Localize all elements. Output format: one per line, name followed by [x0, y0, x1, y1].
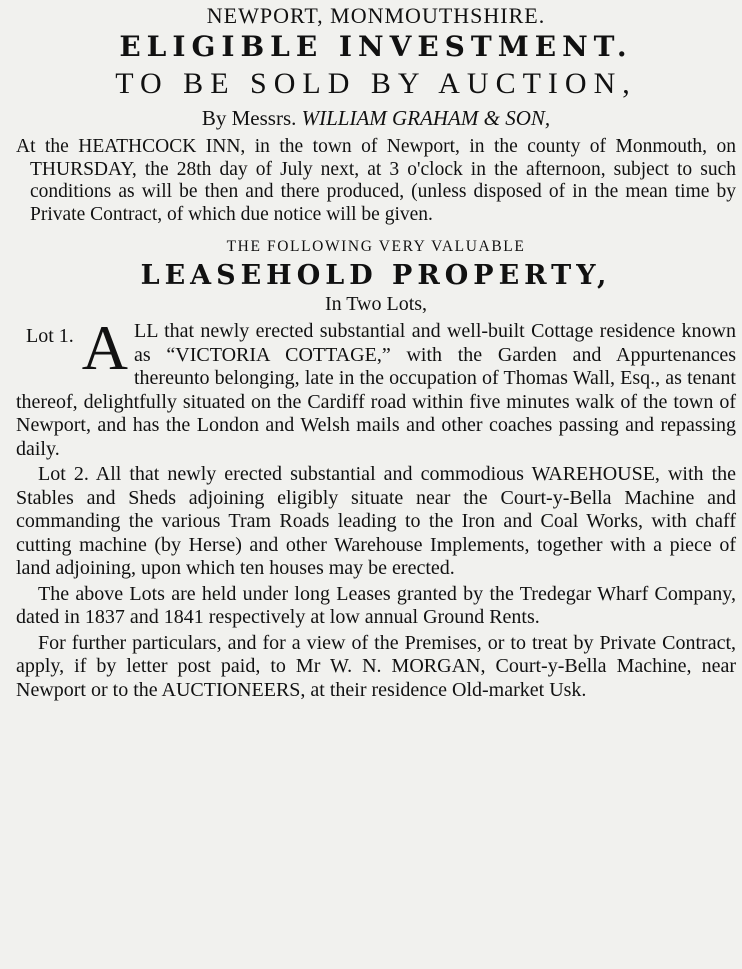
lot-1-dropcap: A	[81, 312, 128, 383]
location-heading: NEWPORT, MONMOUTHSHIRE.	[206, 3, 546, 28]
auction-details-paragraph: At the HEATHCOCK INN, in the town of Newport, in the county of Monmouth, on THURSDAY, the 28th day of July next, at 3 o'clock in the afternoon, subject to such conditions as will be then and there produced, (unless disposed of in the mean time by Private Contract, of which due notice will be given.	[16, 136, 736, 225]
auctioneer-firm: WILLIAM GRAHAM & SON,	[301, 106, 551, 130]
property-heading: LEASEHOLD PROPERTY,	[140, 260, 612, 291]
lot-1-text: LL that newly erected substantial and well-built Cottage residence known as “VICTORIA COTTAGE,” with the Garden and Appurtenances thereunto belonging, late in the occupation of Thomas Wall, Esq., as tenant thereof, delightfully situated on the Cardiff road within five minutes walk of the town of Newport, and has the London and Welsh mails and other coaches passing and repassing daily.	[16, 320, 736, 460]
byline-prefix: By Messrs.	[201, 106, 302, 130]
lot-1-label: Lot 1.	[26, 325, 74, 347]
lot-2-paragraph: Lot 2. All that newly erected substantial and commodious WAREHOUSE, with the Stables and Sheds adjoining eligibly situate near the Court-y-Bella Machine and commanding the various Tram Roads leading to the Iron and Coal Works, with chaff cutting machine (by Herse) and other Warehouse Implements, together with a piece of land adjoining, upon which ten houses may be erected.	[16, 463, 736, 579]
sale-title: TO BE SOLD BY AUCTION,	[115, 67, 637, 100]
auction-advertisement	[0, 2, 742, 969]
leases-paragraph: The above Lots are held under long Leases granted by the Tredegar Wharf Company, dated in 1837 and 1841 respectively at low annual Ground Rents.	[16, 582, 736, 628]
particulars-paragraph: For further particulars, and for a view of the Premises, or to treat by Private Contract, apply, if by letter post paid, to Mr W. N. MORGAN, Court-y-Bella Machine, near Newport or to the AUCTIONEERS, at their residence Old-market Usk.	[16, 631, 736, 701]
lots-count: In Two Lots,	[324, 293, 428, 315]
following-line: THE FOLLOWING VERY VALUABLE	[226, 238, 526, 255]
auctioneer-byline	[16, 104, 736, 132]
lot-1-section	[16, 312, 736, 461]
investment-headline: ELIGIBLE INVESTMENT.	[119, 30, 633, 63]
